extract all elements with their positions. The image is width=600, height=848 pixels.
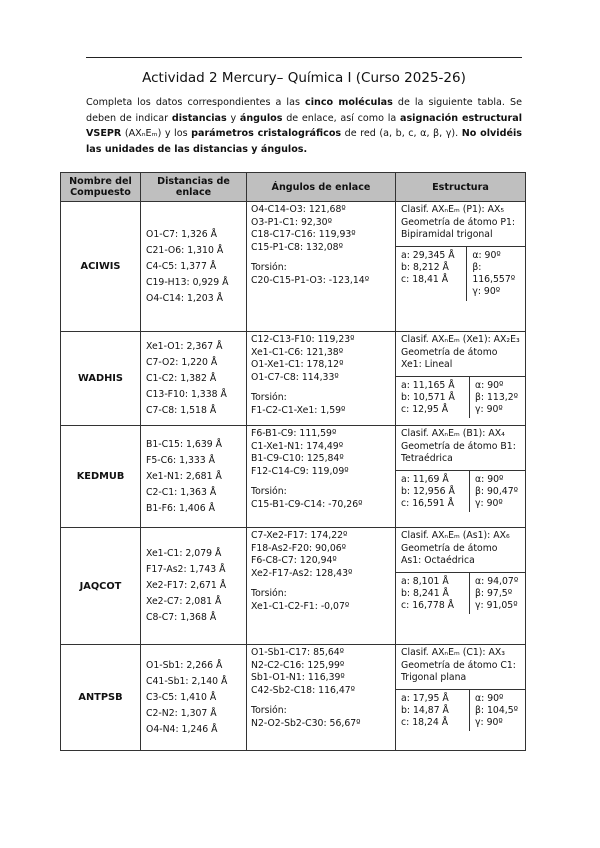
table-row xyxy=(61,332,526,426)
param-gamma: γ: 90º xyxy=(475,498,503,510)
param-gamma: γ: 91,05º xyxy=(475,600,518,612)
lattice-angles xyxy=(470,377,518,419)
angle-item: Xe1-C1-C6: 121,38º xyxy=(251,346,344,358)
table-row xyxy=(61,426,526,528)
distance-item: C2-N2: 1,307 Å xyxy=(146,707,217,719)
lattice-lengths xyxy=(396,247,467,301)
lattice-lengths xyxy=(396,573,470,615)
distance-item: C8-C7: 1,368 Å xyxy=(146,612,217,623)
torsion-label: Torsión: xyxy=(251,262,287,273)
distances-cell xyxy=(141,332,247,426)
table-row xyxy=(61,528,526,645)
structure-cell xyxy=(396,202,526,332)
angle-item: C42-Sb2-C18: 116,47º xyxy=(251,684,356,696)
param-alpha: α: 90º xyxy=(475,379,504,391)
atom-geometry: Geometría de átomo C1: Trigonal plana xyxy=(401,659,516,683)
torsion-label: Torsión: xyxy=(251,486,287,497)
angle-item: F6-C8-C7: 120,94º xyxy=(251,555,337,566)
param-a: a: 8,101 Å xyxy=(401,575,449,587)
lattice-parameters xyxy=(396,247,525,301)
param-c: c: 16,778 Å xyxy=(401,600,455,612)
header-distances: Distancias de enlace xyxy=(141,173,247,202)
atom-geometry: Geometría de átomo B1: Tetraédrica xyxy=(401,440,516,464)
param-b: b: 8,212 Å xyxy=(401,261,449,273)
param-c: c: 18,41 Å xyxy=(401,274,449,286)
lattice-lengths xyxy=(396,471,470,513)
intro-bold: ángulos xyxy=(239,112,283,124)
intro-text: de red (a, b, c, α, β, γ). xyxy=(341,128,462,140)
angle-item: Sb1-O1-N1: 116,39º xyxy=(251,672,345,683)
torsion-item: Xe1-C1-C2-F1: -0,07º xyxy=(251,600,350,612)
angle-item: F6-B1-C9: 111,59º xyxy=(251,428,337,439)
param-a: a: 29,345 Å xyxy=(401,249,455,261)
param-beta: β: 97,5º xyxy=(475,587,513,599)
angle-item: C1-Xe1-N1: 174,49º xyxy=(251,440,344,452)
torsion-item: C20-C15-P1-O3: -123,14º xyxy=(251,274,370,286)
distance-item: C41-Sb1: 2,140 Å xyxy=(146,675,228,687)
vsepr-block xyxy=(396,645,525,690)
distance-item: C2-C1: 1,363 Å xyxy=(146,486,217,498)
distance-item: C7-O2: 1,220 Å xyxy=(146,356,218,368)
structure-cell xyxy=(396,332,526,426)
lattice-angles xyxy=(470,690,518,732)
lattice-angles xyxy=(470,471,518,513)
distance-item: Xe1-N1: 2,681 Å xyxy=(146,470,222,482)
distance-item: C1-C2: 1,382 Å xyxy=(146,372,217,384)
intro-bold: distancias xyxy=(171,112,227,124)
vsepr-block xyxy=(396,426,525,471)
angle-item: C12-C13-F10: 119,23º xyxy=(251,334,355,345)
param-a: a: 11,165 Å xyxy=(401,379,455,391)
param-a: a: 17,95 Å xyxy=(401,692,449,704)
vsepr-block xyxy=(396,202,525,247)
lattice-parameters xyxy=(396,471,525,513)
angles-cell xyxy=(247,645,396,751)
param-b: b: 14,87 Å xyxy=(401,704,449,716)
param-beta: β: 104,5º xyxy=(475,704,519,716)
vsepr-block xyxy=(396,528,525,573)
compound-name: ANTPSB xyxy=(61,645,141,751)
distance-item: F5-C6: 1,333 Å xyxy=(146,454,216,466)
atom-geometry: Geometría de átomo P1: Bipiramidal trigonal xyxy=(401,216,516,240)
distances-cell xyxy=(141,645,247,751)
param-beta: β: 90,47º xyxy=(475,485,519,497)
distance-item: C3-C5: 1,410 Å xyxy=(146,691,217,703)
vsepr-classification: Clasif. AXₙEₘ (Xe1): AX₂E₃ xyxy=(401,334,520,345)
vsepr-classification: Clasif. AXₙEₘ (C1): AX₃ xyxy=(401,647,505,658)
intro-text: Completa los datos correspondientes a las xyxy=(86,97,306,108)
distance-item: B1-C15: 1,639 Å xyxy=(146,438,222,450)
param-b: b: 12,956 Å xyxy=(401,485,455,497)
angle-item: O1-Xe1-C1: 178,12º xyxy=(251,359,344,370)
header-name: Nombre del Compuesto xyxy=(61,173,141,202)
intro-text: de enlace, así como la xyxy=(282,112,400,124)
distance-item: O4-N4: 1,246 Å xyxy=(146,723,218,735)
top-rule xyxy=(86,57,522,58)
param-gamma: γ: 90º xyxy=(472,286,501,298)
torsion-item: C15-B1-C9-C14: -70,26º xyxy=(251,498,363,510)
lattice-angles xyxy=(470,573,518,615)
distance-item: Xe1-C1: 2,079 Å xyxy=(146,548,222,559)
angle-item: Xe2-F17-As2: 128,43º xyxy=(251,567,353,579)
distance-item: F17-As2: 1,743 Å xyxy=(146,564,226,575)
vsepr-classification: Clasif. AXₙEₘ (P1): AX₅ xyxy=(401,204,505,215)
atom-geometry: Geometría de átomo As1: Octaédrica xyxy=(401,542,498,566)
angle-item: F18-As2-F20: 90,06º xyxy=(251,542,347,554)
lattice-parameters xyxy=(396,377,525,419)
param-alpha: α: 90º xyxy=(475,473,504,485)
angle-item: N2-C2-C16: 125,99º xyxy=(251,659,345,671)
structure-cell xyxy=(396,426,526,528)
param-alpha: α: 90º xyxy=(472,249,501,261)
table-row xyxy=(61,202,526,332)
header-angles: Ángulos de enlace xyxy=(247,173,396,202)
torsion-item: F1-C2-C1-Xe1: 1,59º xyxy=(251,404,346,416)
param-b: b: 8,241 Å xyxy=(401,587,449,599)
lattice-angles xyxy=(467,247,525,301)
param-beta: β: 113,2º xyxy=(475,391,519,403)
angle-item: C18-C17-C16: 119,93º xyxy=(251,229,356,240)
param-c: c: 16,591 Å xyxy=(401,498,455,510)
angle-item: O1-C7-C8: 114,33º xyxy=(251,371,339,383)
intro-text: de la siguiente tabla. Se deben de indicar xyxy=(86,97,523,124)
torsion-label: Torsión: xyxy=(251,392,287,403)
distance-item: O1-C7: 1,326 Å xyxy=(146,228,218,240)
angle-item: B1-C9-C10: 125,84º xyxy=(251,453,344,464)
vsepr-block xyxy=(396,332,525,377)
distance-item: O4-C14: 1,203 Å xyxy=(146,292,223,304)
distances-cell xyxy=(141,202,247,332)
distances-cell xyxy=(141,528,247,645)
torsion-label: Torsión: xyxy=(251,588,287,599)
angle-item: O4-C14-O3: 121,68º xyxy=(251,204,346,215)
param-b: b: 10,571 Å xyxy=(401,391,455,403)
param-c: c: 12,95 Å xyxy=(401,404,449,416)
distance-item: Xe2-F17: 2,671 Å xyxy=(146,580,227,591)
distance-item: C19-H13: 0,929 Å xyxy=(146,276,229,288)
param-alpha: α: 94,07º xyxy=(475,575,519,587)
intro-bold: No olvidéis las unidades de las distancias y ángulos. xyxy=(86,128,522,155)
lattice-parameters xyxy=(396,573,525,615)
compound-name: WADHIS xyxy=(61,332,141,426)
distance-item: C13-F10: 1,338 Å xyxy=(146,388,227,400)
compound-name: ACIWIS xyxy=(61,202,141,332)
angle-item: C7-Xe2-F17: 174,22º xyxy=(251,530,348,541)
distances-cell xyxy=(141,426,247,528)
angles-cell xyxy=(247,528,396,645)
table-header-row xyxy=(61,173,526,202)
param-alpha: α: 90º xyxy=(475,692,504,704)
structure-cell xyxy=(396,645,526,751)
angle-item: F12-C14-C9: 119,09º xyxy=(251,465,349,477)
distance-item: C4-C5: 1,377 Å xyxy=(146,260,217,272)
lattice-parameters xyxy=(396,690,525,732)
intro-bold: cinco moléculas xyxy=(305,97,393,108)
distance-item: C21-O6: 1,310 Å xyxy=(146,244,224,256)
structure-cell xyxy=(396,528,526,645)
compound-name: KEDMUB xyxy=(61,426,141,528)
lattice-lengths xyxy=(396,377,470,419)
distance-item: B1-F6: 1,406 Å xyxy=(146,502,215,514)
param-beta: β: 116,557º xyxy=(472,261,516,286)
distance-item: Xe2-C7: 2,081 Å xyxy=(146,596,222,607)
lattice-lengths xyxy=(396,690,470,732)
param-c: c: 18,24 Å xyxy=(401,717,449,729)
compound-name: JAQCOT xyxy=(61,528,141,645)
intro-bold: asignación estructural VSEPR xyxy=(86,112,522,140)
angle-item: C15-P1-C8: 132,08º xyxy=(251,241,343,253)
angle-item: O1-Sb1-C17: 85,64º xyxy=(251,647,345,658)
angles-cell xyxy=(247,426,396,528)
angles-cell xyxy=(247,332,396,426)
table-row xyxy=(61,645,526,751)
torsion-label: Torsión: xyxy=(251,705,287,716)
vsepr-classification: Clasif. AXₙEₘ (As1): AX₆ xyxy=(401,530,510,541)
atom-geometry: Geometría de átomo Xe1: Lineal xyxy=(401,346,498,370)
intro-paragraph xyxy=(86,95,522,157)
distance-item: C7-C8: 1,518 Å xyxy=(146,404,217,416)
intro-text: y xyxy=(226,112,240,124)
intro-bold: parámetros cristalográficos xyxy=(191,128,342,140)
vsepr-classification: Clasif. AXₙEₘ (B1): AX₄ xyxy=(401,428,505,439)
param-a: a: 11,69 Å xyxy=(401,473,449,485)
page-title: Actividad 2 Mercury– Química I (Curso 2025-26) xyxy=(142,70,466,86)
param-gamma: γ: 90º xyxy=(475,404,503,416)
angles-cell xyxy=(247,202,396,332)
distance-item: Xe1-O1: 2,367 Å xyxy=(146,340,223,352)
molecules-table xyxy=(60,172,526,751)
torsion-item: N2-O2-Sb2-C30: 56,67º xyxy=(251,717,361,729)
header-structure: Estructura xyxy=(396,173,526,202)
intro-text: (AXₙEₘ) y los xyxy=(121,128,192,140)
angle-item: O3-P1-C1: 92,30º xyxy=(251,216,332,228)
distance-item: O1-Sb1: 2,266 Å xyxy=(146,659,223,671)
param-gamma: γ: 90º xyxy=(475,717,503,729)
